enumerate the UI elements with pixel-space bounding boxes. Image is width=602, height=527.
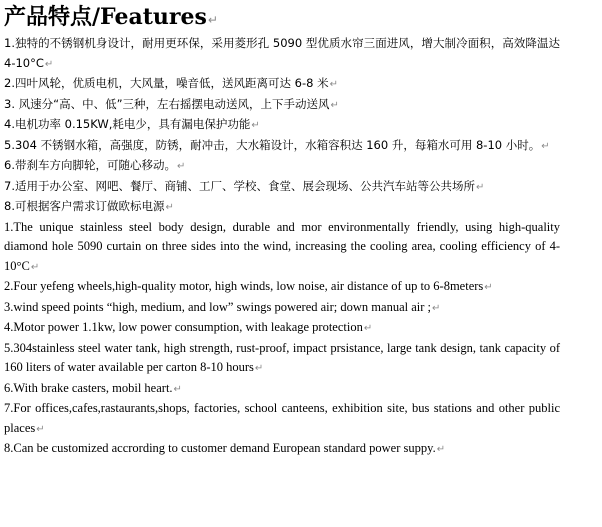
paragraph-mark-icon: ↵ [36, 423, 45, 435]
feature-zh-8: 8.可根据客户需求订做欧标电源↵ [4, 199, 174, 213]
feature-en-3: 3.wind speed points “high, medium, and low” swings powered air; down manual air ;↵ [4, 299, 441, 314]
feature-en-1: 1.The unique stainless steel body design, durable and mor environmentally friendly, using high-quality diamond hole 5090 curtain on three sides into the wind, increasing the cooling area, cooling efficiency of 4-10°C↵ [4, 219, 560, 273]
feature-zh-1: 1.独特的不锈钢机身设计，耐用更环保，采用菱形孔 5090 型优质水帘三面进风，增大制冷面积，高效降温达 4-10°C↵ [4, 36, 560, 70]
paragraph-mark-icon: ↵ [484, 282, 493, 293]
paragraph-mark-icon: ↵ [173, 383, 182, 395]
paragraph-mark-icon: ↵ [251, 120, 260, 131]
paragraph-mark-icon: ↵ [207, 13, 218, 27]
paragraph-mark-icon: ↵ [330, 99, 339, 111]
document [4, 0, 560, 460]
feature-zh-6: 6.带刹车方向脚轮，可随心移动。↵ [4, 158, 186, 172]
title-text: 产品特点/Features [4, 4, 207, 30]
feature-en-4: 4.Motor power 1.1kw, low power consumption, with leakage protection↵ [4, 320, 373, 334]
paragraph-mark-icon: ↵ [254, 363, 264, 374]
paragraph-mark-icon: ↵ [44, 58, 54, 70]
feature-zh-5: 5.304 不锈钢水箱，高强度，防锈，耐冲击，大水箱设计，水箱容积达 160 升，每箱水可用 8-10 小时。↵ [4, 137, 550, 152]
feature-zh-4: 4.电机功率 0.15KW,耗电少，具有漏电保护功能↵ [4, 117, 260, 131]
feature-zh-2: 2.四叶风轮，优质电机，大风量，噪音低，送风距离可达 6-8 米↵ [4, 76, 338, 90]
feature-en-5: 5.304stainless steel water tank, high strength, rust-proof, impact prsistance, large tank design, tank capacity of 160 liters of water available per carton 8-10 hours↵ [4, 340, 560, 374]
paragraph-mark-icon: ↵ [176, 161, 186, 172]
feature-en-2: 2.Four yefeng wheels,high-quality motor, high winds, low noise, air distance of up to 6-8meters↵ [4, 279, 493, 293]
paragraph-mark-icon: ↵ [475, 181, 485, 193]
feature-en-6: 6.With brake casters, mobil heart.↵ [4, 380, 182, 395]
paragraph-mark-icon: ↵ [165, 202, 174, 213]
feature-en-7: 7.For offices,cafes,rastaurants,shops, factories, school canteens, exhibition site, bus stations and other public places↵ [4, 401, 560, 435]
feature-zh-7: 7.适用于办公室、网吧、餐厅、商铺、工厂、学校、食堂、展会现场、公共汽车站等公共场所↵ [4, 178, 485, 193]
paragraph-mark-icon: ↵ [30, 261, 40, 273]
paragraph-mark-icon: ↵ [432, 302, 441, 314]
page-title [4, 0, 560, 34]
paragraph-mark-icon: ↵ [436, 444, 446, 455]
paragraph-mark-icon: ↵ [329, 79, 338, 90]
paragraph-mark-icon: ↵ [541, 140, 550, 152]
feature-zh-3: 3. 风速分“高、中、低”三种，左右摇摆电动送风，上下手动送风↵ [4, 96, 339, 111]
feature-en-8: 8.Can be customized accrording to customer demand European standard power suppy.↵ [4, 441, 446, 455]
paragraph-mark-icon: ↵ [363, 323, 373, 334]
